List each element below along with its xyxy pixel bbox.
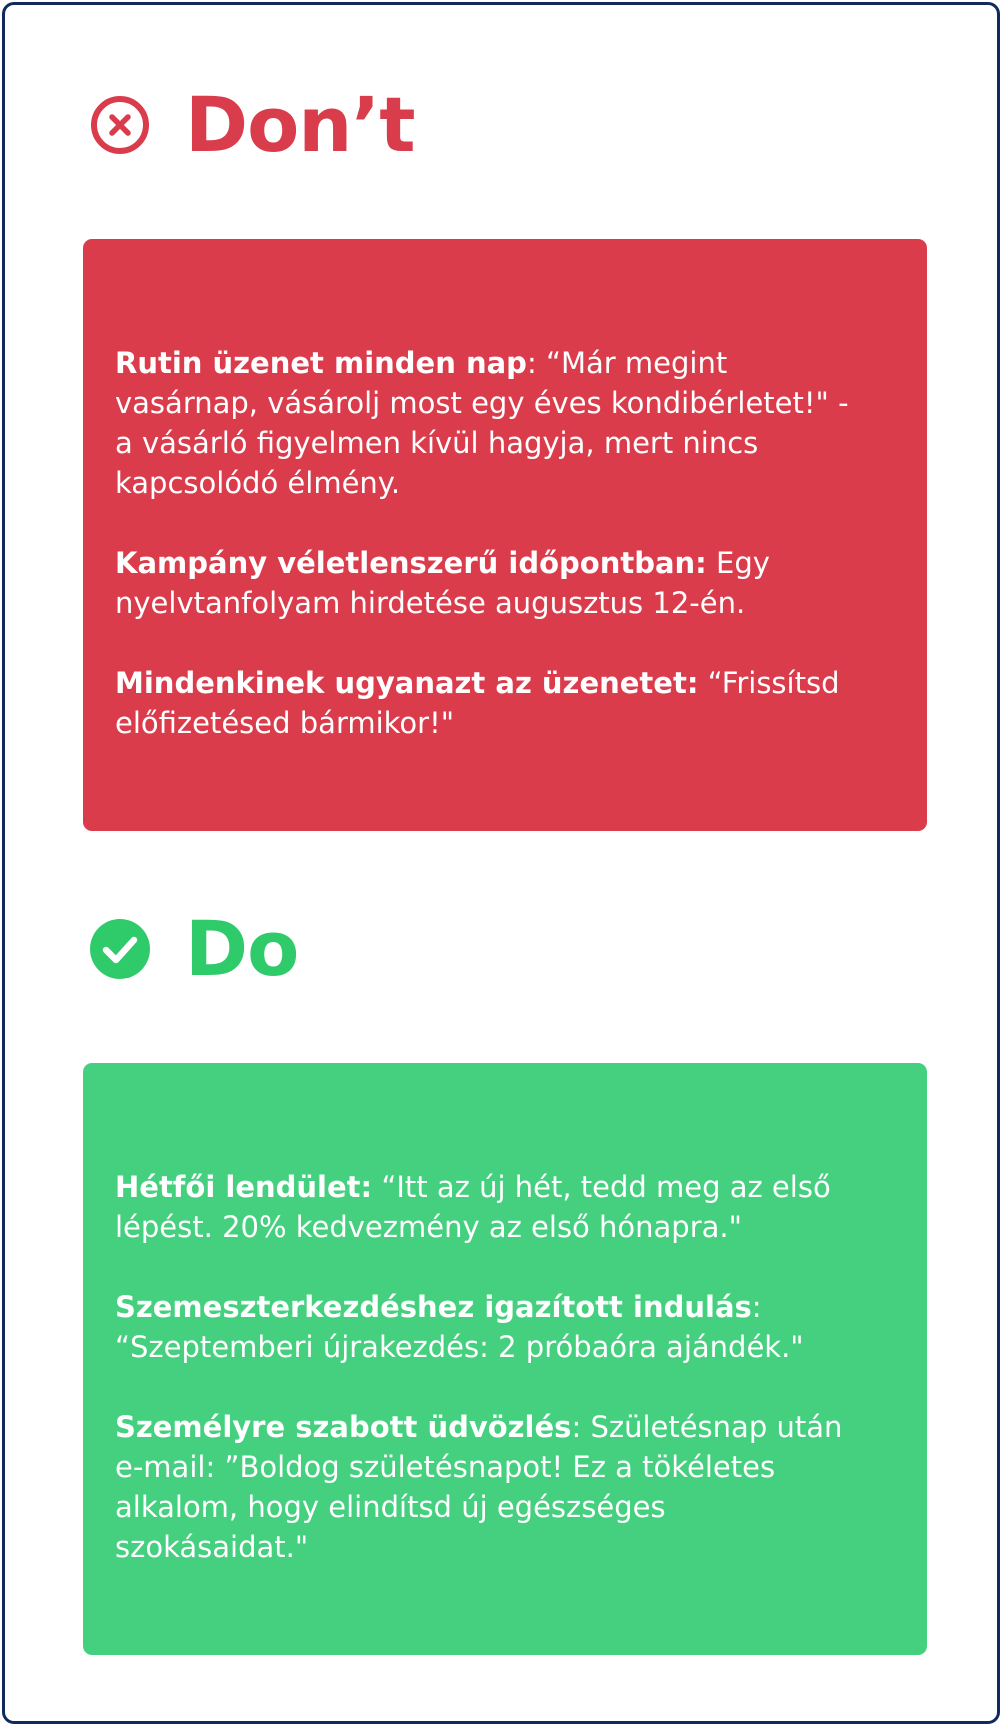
do-item-label: Személyre szabott üdvözlés [115,1410,572,1444]
do-title: Do [185,904,299,993]
x-circle-icon [89,94,151,156]
do-item-monday [115,1167,857,1247]
do-card [83,1063,927,1655]
dont-item-label: Mindenkinek ugyanazt az üzenetet: [115,666,699,700]
do-heading [89,904,299,993]
check-circle-icon [89,918,151,980]
do-item-label: Hétfői lendület: [115,1170,373,1204]
dont-item-same-message [115,663,857,743]
dont-title: Don’t [185,80,415,169]
do-item-text: “Szeptemberi újrakezdés: 2 próbaóra ajándék." [115,1330,804,1364]
dont-item-random-time [115,543,857,623]
page-frame [2,2,1000,1724]
dont-item-text: Egy nyelvtanfolyam hirdetése augusztus 12-én. [115,546,770,620]
do-item-text: “Itt az új hét, tedd meg az első lépést. 20% kedvezmény az első hónapra." [115,1170,831,1244]
dont-item-text: “Frissítsd előfizetésed bármikor!" [115,666,840,740]
dont-item-text: “Már megint vasárnap, vásárolj most egy éves kondibérletet!" - a vásárló figyelmen kívül hagyja, mert nincs kapcsolódó élmény. [115,346,849,500]
do-item-semester: Szemeszterkezdéshez igazított indulás: “Szeptemberi újrakezdés: 2 próbaóra ajándék." [115,1290,804,1364]
dont-item-routine: Rutin üzenet minden nap: “Már megint vasárnap, vásárolj most egy éves kondibérletet!" - a vásárló figyelmen kívül hagyja, mert nincs kapcsolódó élmény. [115,346,849,500]
dont-item-label: Kampány véletlenszerű időpontban: [115,546,707,580]
do-item-text: Születésnap után e-mail: ”Boldog születésnapot! Ez a tökéletes alkalom, hogy elindítsd új egészséges szokásaidat." [115,1410,843,1564]
do-item-label: Szemeszterkezdéshez igazított indulás [115,1290,752,1324]
dont-card [83,239,927,831]
dont-item-label: Rutin üzenet minden nap [115,346,527,380]
do-item-personal: Személyre szabott üdvözlés: Születésnap után e-mail: ”Boldog születésnapot! Ez a tökéletes alkalom, hogy elindítsd új egészséges szokásaidat." [115,1410,843,1564]
dont-heading [89,80,415,169]
